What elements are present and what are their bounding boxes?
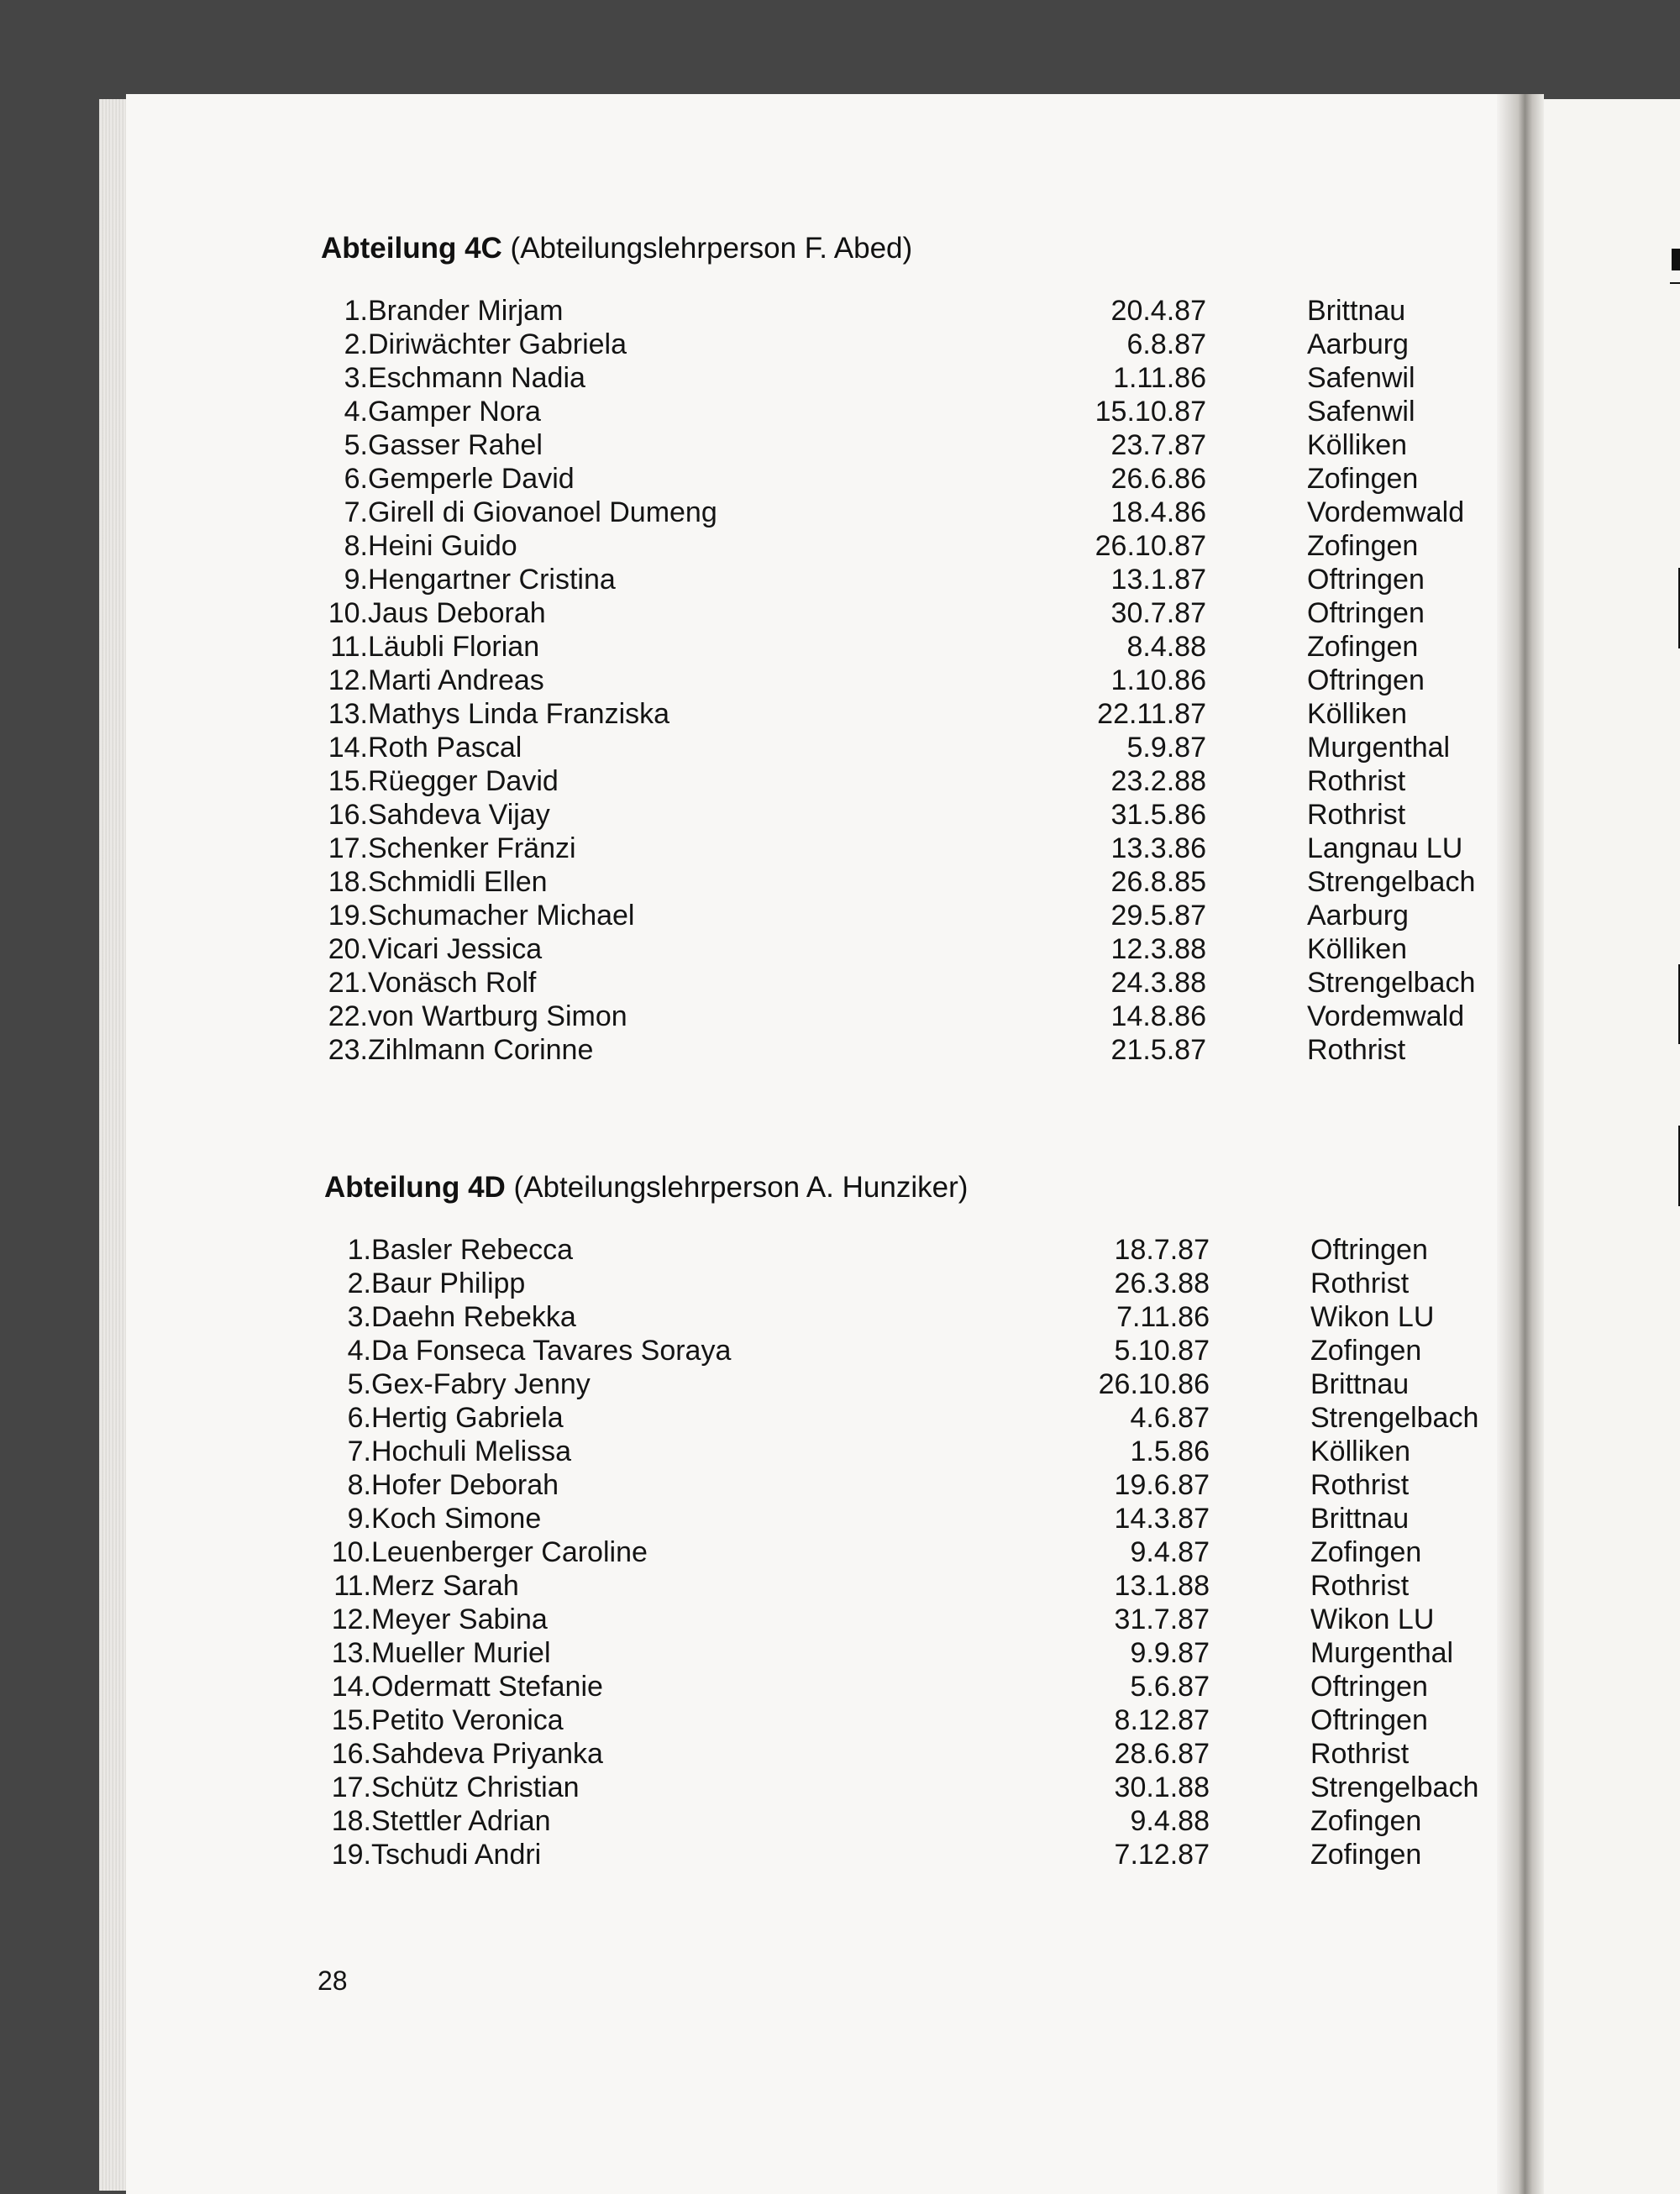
birth-date: 26.10.86 [1098,1368,1210,1400]
birth-date: 19.6.87 [1114,1469,1210,1501]
student-name: Sahdeva Vijay [368,799,550,831]
list-item [319,832,1495,865]
list-item [323,1535,1499,1569]
list-item [323,1603,1499,1636]
row-number: 17. [331,1771,371,1803]
birth-date: 14.8.86 [1110,1000,1206,1032]
row-number: 15. [331,1704,371,1736]
birth-date: 26.10.87 [1095,530,1206,562]
list-item [323,1367,1499,1401]
list-item [323,1771,1499,1804]
list-item [319,395,1495,428]
student-name: Heini Guido [368,530,517,562]
list-item [319,697,1495,731]
home-town: Kölliken [1307,429,1408,461]
facing-page-mark [1672,249,1680,270]
student-name: Basler Rebecca [371,1234,574,1266]
birth-date: 29.5.87 [1110,900,1206,932]
row-number: 6. [344,463,368,495]
home-town: Vordemwald [1307,496,1465,528]
list-item [319,596,1495,630]
home-town: Oftringen [1310,1234,1428,1266]
birth-date: 6.8.87 [1126,328,1206,360]
list-item [319,428,1495,462]
student-name: Gamper Nora [368,396,541,428]
home-town: Strengelbach [1310,1771,1479,1803]
row-number: 19. [331,1839,371,1871]
list-item [319,462,1495,496]
row-number: 16. [331,1738,371,1770]
home-town: Safenwil [1307,396,1415,428]
list-item [319,865,1495,899]
birth-date: 9.4.88 [1130,1805,1210,1837]
student-name: Mathys Linda Franziska [368,698,670,730]
home-town: Langnau LU [1307,832,1463,864]
list-item [323,1435,1499,1468]
birth-date: 20.4.87 [1110,295,1206,327]
row-number: 7. [347,1436,371,1467]
student-name: Hofer Deborah [371,1469,559,1501]
birth-date: 26.8.85 [1110,866,1206,898]
student-name: Rüegger David [368,765,559,797]
list-item [323,1670,1499,1703]
home-town: Oftringen [1307,597,1425,629]
home-town: Wikon LU [1310,1301,1435,1333]
home-town: Oftringen [1310,1704,1428,1736]
student-name: Girell di Giovanoel Dumeng [368,496,717,528]
birth-date: 26.3.88 [1114,1268,1210,1299]
list-item [323,1502,1499,1535]
list-item [323,1233,1499,1267]
row-number: 2. [347,1268,371,1299]
page-number: 28 [318,1966,348,1996]
birth-date: 23.7.87 [1110,429,1206,461]
student-name: Tschudi Andri [371,1839,542,1871]
row-number: 22. [328,1000,368,1032]
home-town: Zofingen [1307,631,1419,663]
student-name: Schumacher Michael [368,900,635,932]
row-number: 19. [328,900,368,932]
student-name: Eschmann Nadia [368,362,585,394]
section-title-bold: Abteilung 4D [324,1171,506,1204]
row-number: 13. [331,1637,371,1669]
home-town: Rothrist [1310,1570,1410,1602]
home-town: Safenwil [1307,362,1415,394]
student-name: Koch Simone [371,1503,542,1535]
list-item [319,1033,1495,1067]
list-item [319,630,1495,664]
home-town: Oftringen [1307,564,1425,596]
list-item [323,1300,1499,1334]
home-town: Kölliken [1310,1436,1411,1467]
student-name: von Wartburg Simon [368,1000,627,1032]
student-name: Gasser Rahel [368,429,543,461]
row-number: 14. [328,732,368,764]
birth-date: 30.1.88 [1114,1771,1210,1803]
birth-date: 5.10.87 [1114,1335,1210,1367]
student-name: Mueller Muriel [371,1637,551,1669]
home-town: Zofingen [1310,1536,1422,1568]
row-number: 15. [328,765,368,797]
row-number: 6. [347,1402,371,1434]
student-name: Da Fonseca Tavares Soraya [371,1335,732,1367]
home-town: Murgenthal [1310,1637,1454,1669]
birth-date: 26.6.86 [1110,463,1206,495]
student-name: Hengartner Cristina [368,564,616,596]
birth-date: 13.3.86 [1110,832,1206,864]
row-number: 21. [328,967,368,999]
row-number: 9. [344,564,368,596]
home-town: Oftringen [1310,1671,1428,1703]
section-title-teacher: (Abteilungslehrperson F. Abed) [501,232,913,265]
row-number: 5. [347,1368,371,1400]
row-number: 13. [328,698,368,730]
birth-date: 5.6.87 [1130,1671,1210,1703]
list-item [319,664,1495,697]
row-number: 8. [344,530,368,562]
list-item [323,1838,1499,1871]
student-name: Vonäsch Rolf [368,967,537,999]
birth-date: 31.5.86 [1110,799,1206,831]
row-number: 3. [347,1301,371,1333]
birth-date: 22.11.87 [1097,698,1206,730]
birth-date: 18.7.87 [1114,1234,1210,1266]
birth-date: 1.10.86 [1110,664,1206,696]
home-town: Kölliken [1307,698,1408,730]
row-number: 16. [328,799,368,831]
row-number: 12. [328,664,368,696]
home-town: Vordemwald [1307,1000,1465,1032]
row-number: 2. [344,328,368,360]
birth-date: 12.3.88 [1110,933,1206,965]
birth-date: 21.5.87 [1110,1034,1206,1066]
list-item [319,899,1495,932]
section-title-bold: Abteilung 4C [321,232,502,265]
home-town: Aarburg [1307,900,1409,932]
home-town: Aarburg [1307,328,1409,360]
birth-date: 23.2.88 [1110,765,1206,797]
home-town: Rothrist [1310,1268,1410,1299]
student-name: Baur Philipp [371,1268,526,1299]
row-number: 9. [347,1503,371,1535]
row-number: 11. [333,1570,371,1602]
row-number: 18. [328,866,368,898]
list-item [319,798,1495,832]
student-name: Stettler Adrian [371,1805,551,1837]
list-item [323,1267,1499,1300]
facing-page-rule [1670,282,1680,284]
row-number: 10. [328,597,368,629]
row-number: 3. [344,362,368,394]
home-town: Brittnau [1310,1368,1410,1400]
list-item [323,1468,1499,1502]
row-number: 10. [331,1536,371,1568]
student-name: Hertig Gabriela [371,1402,564,1434]
list-item [323,1703,1499,1737]
birth-date: 8.12.87 [1114,1704,1210,1736]
birth-date: 28.6.87 [1114,1738,1210,1770]
home-town: Rothrist [1310,1469,1410,1501]
book-gutter [1497,94,1544,2194]
row-number: 20. [328,933,368,965]
home-town: Zofingen [1310,1839,1422,1871]
student-name: Meyer Sabina [371,1604,548,1635]
birth-date: 31.7.87 [1114,1604,1210,1635]
list-item [319,966,1495,1000]
list-item [319,328,1495,361]
birth-date: 7.12.87 [1114,1839,1210,1871]
student-name: Diriwächter Gabriela [368,328,627,360]
list-item [319,294,1495,328]
row-number: 1. [347,1234,371,1266]
birth-date: 9.9.87 [1130,1637,1210,1669]
row-number: 8. [347,1469,371,1501]
list-item [319,1000,1495,1033]
student-name: Marti Andreas [368,664,544,696]
birth-date: 13.1.87 [1110,564,1206,596]
home-town: Rothrist [1307,799,1406,831]
student-name: Hochuli Melissa [371,1436,572,1467]
home-town: Strengelbach [1307,967,1476,999]
student-name: Zihlmann Corinne [368,1034,594,1066]
row-number: 11. [330,631,368,663]
home-town: Zofingen [1307,530,1419,562]
student-name: Vicari Jessica [368,933,543,965]
student-name: Läubli Florian [368,631,540,663]
list-item [323,1334,1499,1367]
student-name: Jaus Deborah [368,597,546,629]
home-town: Wikon LU [1310,1604,1435,1635]
birth-date: 1.5.86 [1130,1436,1210,1467]
birth-date: 15.10.87 [1095,396,1206,428]
list-item [319,529,1495,563]
row-number: 4. [347,1335,371,1367]
facing-page-edge [1544,99,1680,2194]
row-number: 23. [328,1034,368,1066]
home-town: Strengelbach [1310,1402,1479,1434]
birth-date: 8.4.88 [1126,631,1206,663]
list-item [319,496,1495,529]
list-item [323,1804,1499,1838]
home-town: Kölliken [1307,933,1408,965]
birth-date: 13.1.88 [1114,1570,1210,1602]
student-name: Petito Veronica [371,1704,564,1736]
student-name: Daehn Rebekka [371,1301,576,1333]
list-item [319,731,1495,764]
row-number: 5. [344,429,368,461]
home-town: Rothrist [1307,1034,1406,1066]
student-name: Gex-Fabry Jenny [371,1368,591,1400]
section-title-4c [321,232,912,265]
birth-date: 24.3.88 [1110,967,1206,999]
student-list-4c [319,294,1495,1067]
student-name: Leuenberger Caroline [371,1536,648,1568]
student-name: Gemperle David [368,463,575,495]
section-title-teacher: (Abteilungslehrperson A. Hunziker) [505,1171,969,1204]
birth-date: 7.11.86 [1116,1301,1210,1333]
row-number: 14. [331,1671,371,1703]
list-item [323,1636,1499,1670]
birth-date: 5.9.87 [1126,732,1206,764]
student-name: Merz Sarah [371,1570,519,1602]
home-town: Rothrist [1310,1738,1410,1770]
student-name: Schütz Christian [371,1771,580,1803]
home-town: Murgenthal [1307,732,1451,764]
birth-date: 1.11.86 [1113,362,1206,394]
student-name: Odermatt Stefanie [371,1671,603,1703]
home-town: Brittnau [1307,295,1406,327]
home-town: Brittnau [1310,1503,1410,1535]
list-item [319,932,1495,966]
home-town: Strengelbach [1307,866,1476,898]
list-item [319,764,1495,798]
birth-date: 18.4.86 [1110,496,1206,528]
birth-date: 14.3.87 [1114,1503,1210,1535]
list-item [319,361,1495,395]
home-town: Zofingen [1310,1335,1422,1367]
student-name: Schmidli Ellen [368,866,548,898]
student-name: Sahdeva Priyanka [371,1738,603,1770]
list-item [319,563,1495,596]
row-number: 4. [344,396,368,428]
birth-date: 9.4.87 [1130,1536,1210,1568]
home-town: Zofingen [1310,1805,1422,1837]
row-number: 17. [328,832,368,864]
student-name: Brander Mirjam [368,295,564,327]
student-name: Roth Pascal [368,732,522,764]
student-name: Schenker Fränzi [368,832,576,864]
student-list-4d [323,1233,1499,1871]
birth-date: 4.6.87 [1130,1402,1210,1434]
list-item [323,1737,1499,1771]
row-number: 18. [331,1805,371,1837]
row-number: 1. [344,295,368,327]
list-item [323,1569,1499,1603]
section-title-4d [324,1171,968,1205]
row-number: 7. [344,496,368,528]
home-town: Rothrist [1307,765,1406,797]
row-number: 12. [331,1604,371,1635]
home-town: Oftringen [1307,664,1425,696]
home-town: Zofingen [1307,463,1419,495]
birth-date: 30.7.87 [1110,597,1206,629]
list-item [323,1401,1499,1435]
